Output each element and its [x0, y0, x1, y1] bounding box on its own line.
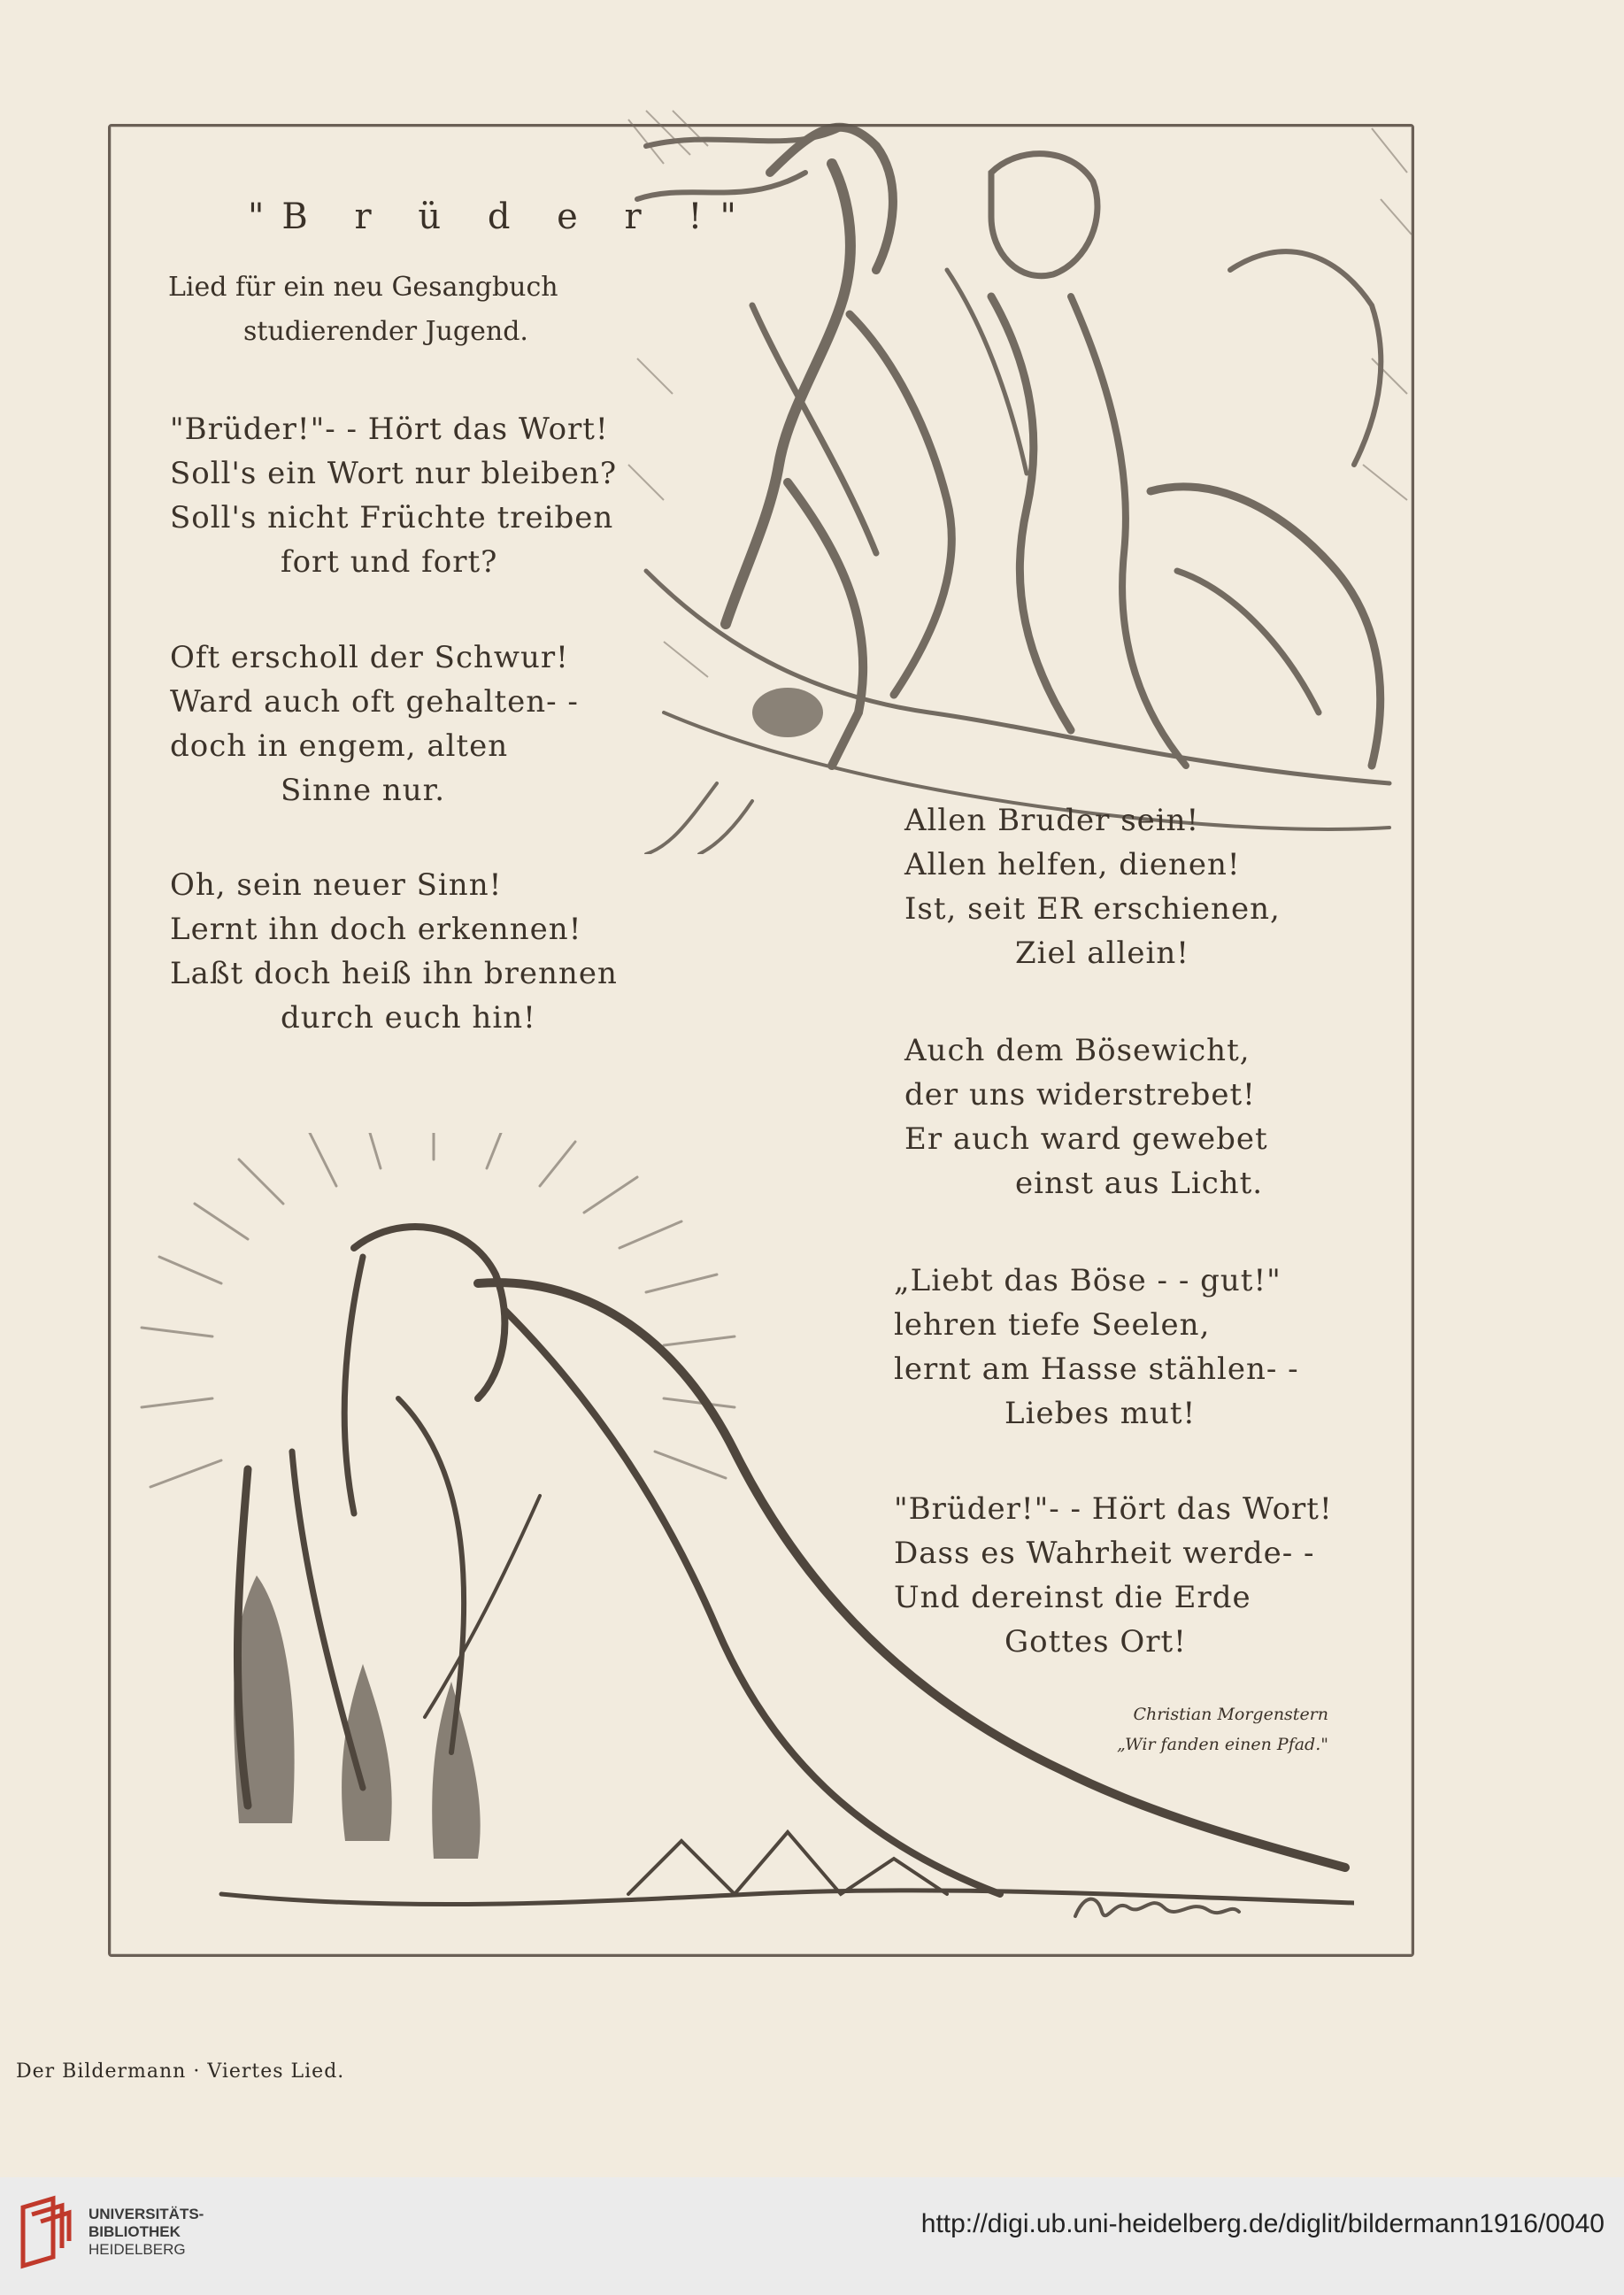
verse-line: Ist, seit ER erschienen,: [904, 891, 1281, 927]
subtitle-line: Lied für ein neu Gesangbuch: [168, 272, 558, 303]
verse-line: Ziel allein!: [1015, 936, 1189, 971]
university-library-logo-icon[interactable]: [18, 2195, 74, 2269]
verse-line: Allen Bruder sein!: [904, 803, 1200, 838]
verse-line: Und dereinst die Erde: [894, 1580, 1251, 1615]
stanza: [170, 863, 618, 1040]
verse-line: der uns widerstrebet!: [904, 1077, 1256, 1113]
verse-line: Sinne nur.: [281, 773, 446, 808]
poem-title: "B r ü d e r !": [248, 196, 754, 237]
university-library-logo-text[interactable]: [89, 2206, 204, 2259]
verse-line: einst aus Licht.: [1015, 1166, 1264, 1201]
stanza: [170, 407, 617, 584]
verse-line: Lernt ihn doch erkennen!: [170, 912, 582, 947]
verse-line: Soll's ein Wort nur bleiben?: [170, 456, 618, 491]
verse-line: durch euch hin!: [281, 1000, 536, 1036]
logo-line: BIBLIOTHEK: [89, 2223, 181, 2240]
verse-line: Er auch ward gewebet: [904, 1121, 1268, 1157]
verse-line: "Brüder!"- - Hört das Wort!: [170, 412, 609, 447]
page-caption: Der Bildermann · Viertes Lied.: [16, 2060, 345, 2083]
stanza: [894, 1259, 1299, 1436]
source-title: „Wir fanden einen Pfad.": [1117, 1735, 1329, 1754]
verse-line: fort und fort?: [281, 544, 498, 580]
stanza: [904, 798, 1281, 975]
verse-line: Oh, sein neuer Sinn!: [170, 867, 503, 903]
source-url-link[interactable]: http://digi.ub.uni-heidelberg.de/diglit/bildermann1916/0040: [920, 2209, 1605, 2238]
verse-line: Gottes Ort!: [1004, 1624, 1187, 1660]
stanza: [904, 1028, 1268, 1205]
stanza: [170, 635, 579, 812]
verse-line: doch in engem, alten: [170, 728, 509, 764]
logo-line: UNIVERSITÄTS-: [89, 2206, 204, 2222]
artist-signature: [1066, 1876, 1243, 1938]
verse-line: Auch dem Bösewicht,: [904, 1033, 1251, 1068]
verse-line: Allen helfen, dienen!: [904, 847, 1241, 882]
verse-line: Oft erscholl der Schwur!: [170, 640, 569, 675]
poem-subtitle: [168, 266, 558, 354]
poem-attribution: [1117, 1699, 1328, 1760]
verse-line: „Liebt das Böse - - gut!": [894, 1263, 1281, 1298]
verse-line: Laßt doch heiß ihn brennen: [170, 956, 618, 991]
verse-line: Soll's nicht Früchte treiben: [170, 500, 614, 535]
verse-line: Ward auch oft gehalten- -: [170, 684, 579, 720]
verse-line: lehren tiefe Seelen,: [894, 1307, 1211, 1343]
verse-line: lernt am Hasse stählen- -: [894, 1352, 1299, 1387]
verse-line: Dass es Wahrheit werde- -: [894, 1536, 1315, 1571]
verse-line: "Brüder!"- - Hört das Wort!: [894, 1491, 1333, 1527]
verse-line: Liebes mut!: [1004, 1396, 1197, 1431]
author-name: Christian Morgenstern: [1133, 1705, 1329, 1724]
logo-line: HEIDELBERG: [89, 2241, 186, 2258]
stanza: [894, 1487, 1333, 1664]
subtitle-line: studierender Jugend.: [243, 316, 528, 347]
